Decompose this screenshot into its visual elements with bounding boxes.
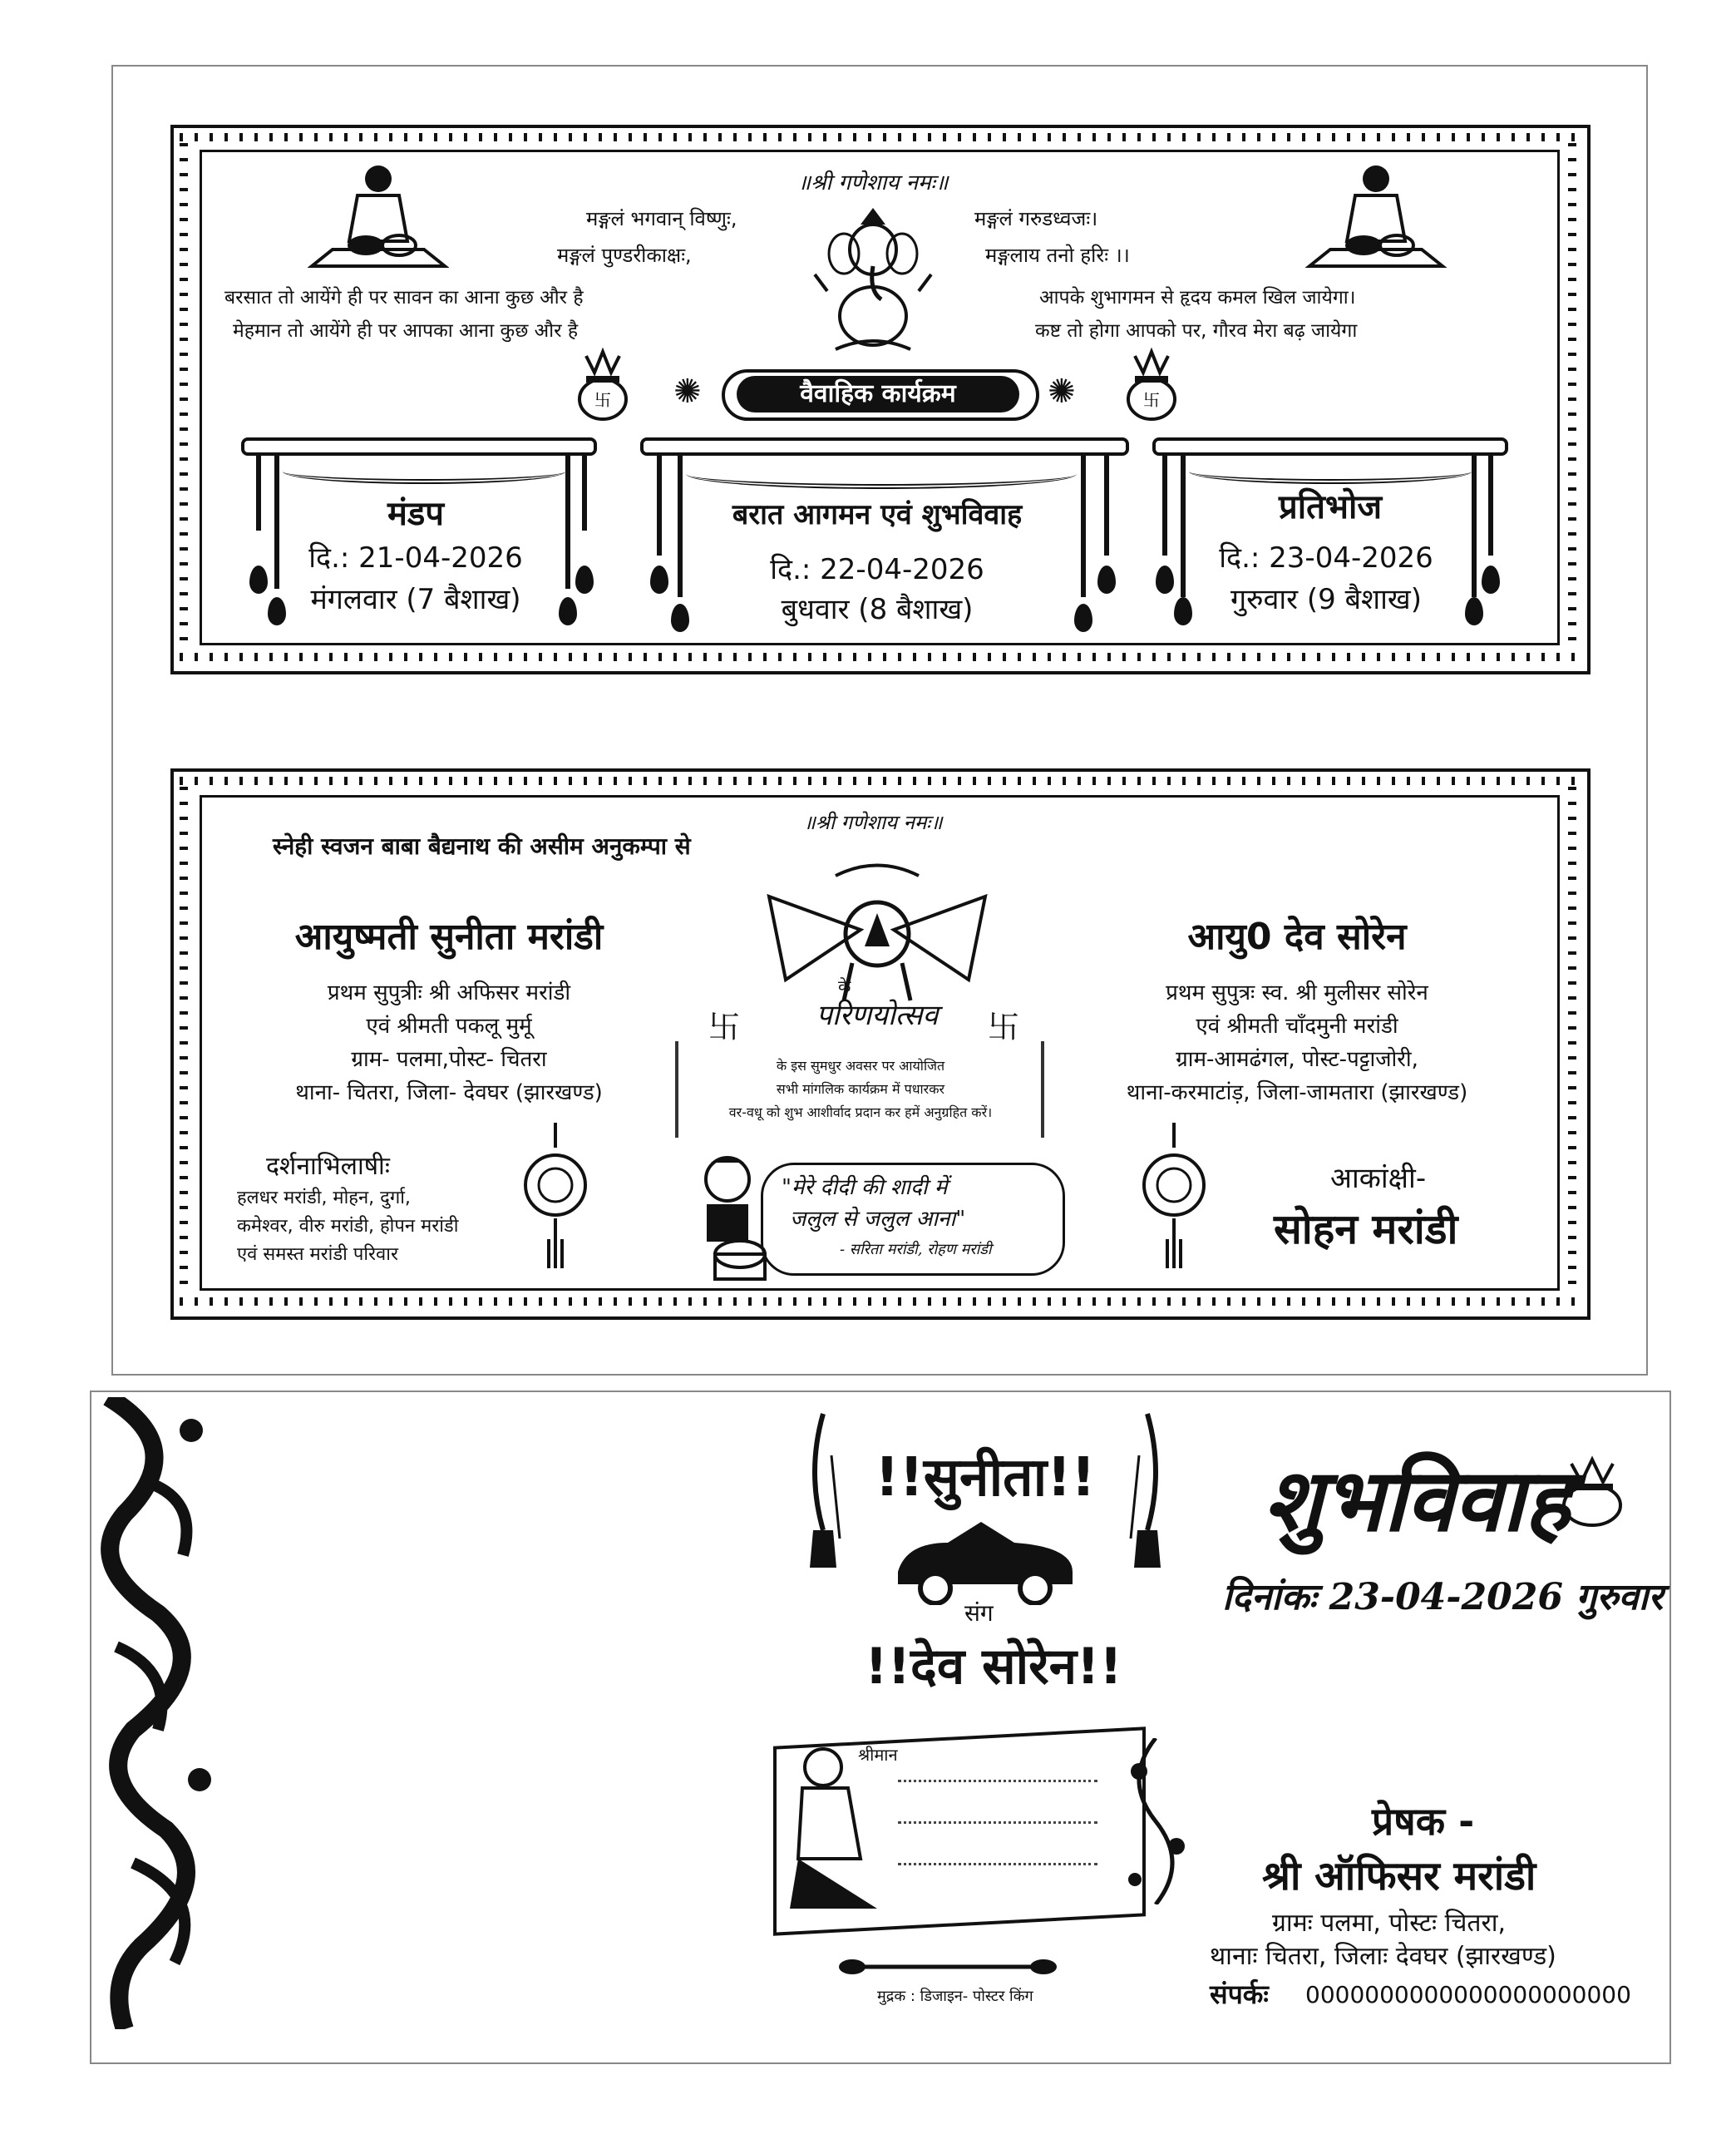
border-pattern — [1568, 143, 1576, 650]
contact-number: 0000000000000000000000 — [1305, 1981, 1631, 2008]
table-leg — [1181, 456, 1186, 597]
hanging-ornament-icon — [522, 1123, 589, 1272]
mantra-line: मङ्गलं गरुडध्वजः। — [974, 207, 1098, 230]
event-day: बुधवार (8 बैशाख) — [781, 593, 974, 626]
printer-credit: मुद्रक : डिजाइन- पोस्टर किंग — [877, 1988, 1033, 2005]
table-leg — [274, 456, 279, 589]
address-line — [898, 1863, 1097, 1865]
center-title: परिणयोत्सव — [816, 999, 939, 1032]
center-text: के इस सुमधुर अवसर पर आयोजित — [776, 1058, 945, 1074]
arrow-divider-icon — [836, 1954, 1060, 1979]
bride-detail: ग्राम- पलमा,पोस्ट- चितरा — [351, 1047, 547, 1072]
floral-border-icon — [91, 1397, 224, 2029]
tassel-drop — [1074, 604, 1092, 632]
bride-detail: एवं श्रीमती पकलू मुर्मू — [366, 1014, 532, 1039]
tassel-drop — [1097, 566, 1116, 594]
musician-icon — [308, 158, 449, 274]
kalash-icon — [1555, 1455, 1630, 1530]
shloka: ॥श्री गणेशाय नमः॥ — [797, 170, 949, 195]
swastika-icon: 卐 — [708, 1009, 741, 1045]
shubh-vivah-title: शुभविवाह — [1264, 1449, 1571, 1551]
poem-line: आपके शुभागमन से हृदय कमल खिल जायेगा। — [1039, 287, 1356, 309]
shloka: ॥श्री गणेशाय नमः॥ — [803, 811, 943, 834]
darshan-label: दर्शनाभिलाषीः — [266, 1152, 390, 1181]
mantra-line: मङ्गलं पुण्डरीकाक्षः, — [557, 244, 692, 267]
floral-vine-icon — [1114, 1738, 1197, 1904]
darshan-line: कमेश्वर, वीरु मरांडी, होपन मरांडी — [237, 1216, 459, 1237]
table-leg — [565, 456, 570, 589]
svg-text:卐: 卐 — [1143, 390, 1160, 410]
program-title: वैवाहिक कार्यक्रम — [737, 376, 1019, 412]
akanshi-name: सोहन मरांडी — [1274, 1205, 1458, 1253]
groom-detail: प्रथम सुपुत्रः स्व. श्री मुलीसर सोरेन — [1166, 981, 1428, 1005]
kalash-icon — [1122, 348, 1181, 422]
bride-name: आयुष्मती सुनीता मरांडी — [294, 916, 604, 958]
event-table — [241, 437, 597, 456]
hanging-ornament-icon — [1141, 1123, 1207, 1272]
border-pattern — [180, 1297, 1576, 1306]
tassel-drop — [1465, 597, 1483, 625]
tassel-drop — [1156, 566, 1174, 594]
border-pattern — [180, 143, 188, 650]
flower-icon: ✺ — [673, 373, 702, 411]
drape-ornament — [283, 459, 565, 484]
intro-line: स्नेही स्वजन बाबा बैद्यनाथ की असीम अनुकम्पा से — [273, 832, 691, 860]
event-table — [640, 437, 1129, 456]
tassel-drop — [268, 597, 286, 625]
center-text: सभी मांगलिक कार्यक्रम में पधारकर — [776, 1081, 945, 1097]
kalash-icon — [574, 348, 632, 422]
table-leg — [1104, 456, 1109, 556]
woman-figure-icon — [786, 1742, 885, 1917]
darshan-line: हलधर मरांडी, मोहन, दुर्गा, — [237, 1188, 411, 1208]
table-leg — [256, 456, 261, 531]
groom-detail: एवं श्रीमती चाँदमुनी मरांडी — [1196, 1014, 1398, 1039]
poem-line: कष्ट तो होगा आपको पर, गौरव मेरा बढ़ जायेगा — [1035, 320, 1358, 342]
drape-ornament — [1189, 459, 1472, 484]
groom-detail: ग्राम-आमढंगल, पोस्ट-पट्टाजोरी, — [1176, 1047, 1418, 1072]
flower-icon: ✺ — [1048, 373, 1076, 411]
border-pattern — [1568, 787, 1576, 1296]
shriman-label: श्रीमान — [858, 1745, 898, 1765]
tassel-drop — [1174, 597, 1192, 625]
wedding-date: दिनांकः 23-04-2026 गुरुवार — [1222, 1576, 1664, 1618]
tassel-drop — [575, 566, 594, 594]
address-line — [898, 1780, 1097, 1782]
event-name: मंडप — [387, 495, 445, 533]
event-name: प्रतिभोज — [1278, 488, 1383, 526]
sender-name: श्री ऑफिसर मरांडी — [1262, 1853, 1536, 1899]
bubble-sign: - सरिता मरांडी, रोहण मरांडी — [840, 1241, 992, 1258]
border-pattern — [180, 653, 1576, 661]
bride-detail: थाना- चितरा, जिला- देवघर (झारखण्ड) — [295, 1080, 603, 1105]
table-leg — [1081, 456, 1086, 597]
center-text: वर-वधू को शुभ आशीर्वाद प्रदान कर हमें अनुग्रहित करें। — [728, 1104, 993, 1120]
tassel-drop — [559, 597, 577, 625]
event-date: दि.: 22-04-2026 — [770, 553, 984, 586]
event-date: दि.: 21-04-2026 — [308, 541, 523, 575]
musician-icon — [1305, 158, 1447, 274]
akanshi-label: आकांक्षी- — [1330, 1162, 1427, 1195]
car-icon — [890, 1514, 1081, 1605]
wedding-knot-icon — [752, 855, 1002, 1005]
tassel-drop — [671, 604, 689, 632]
tassel-drop — [650, 566, 668, 594]
mantra-line: मङ्गलं भगवान् विष्णुः, — [586, 207, 737, 230]
event-table — [1152, 437, 1508, 456]
groom-title: !!देव सोरेन!! — [865, 1638, 1122, 1696]
ganesh-icon — [811, 208, 935, 358]
drape-ornament — [686, 459, 1077, 489]
tassel-drop — [249, 566, 268, 594]
groom-detail: थाना-करमाटांड़, जिला-जामतारा (झारखण्ड) — [1126, 1080, 1468, 1105]
table-leg — [582, 456, 587, 531]
border-pattern — [180, 787, 188, 1296]
bride-title: !!सुनीता!! — [875, 1447, 1096, 1509]
groom-name: आयु0 देव सोरेन — [1187, 916, 1407, 958]
mantra-line: मङ्गलाय तनो हरिः ।। — [985, 244, 1130, 267]
border-pattern — [180, 133, 1576, 141]
table-leg — [1488, 456, 1493, 556]
sender-address: थानाः चितरा, जिलाः देवघर (झारखण्ड) — [1210, 1942, 1556, 1971]
swastika-icon: 卐 — [988, 1009, 1020, 1045]
table-leg — [1472, 456, 1477, 597]
divider — [675, 1041, 678, 1138]
poem-line: मेहमान तो आयेंगे ही पर आपका आना कुछ और है — [233, 320, 579, 342]
darshan-line: एवं समस्त मरांडी परिवार — [237, 1244, 398, 1265]
event-date: दि.: 23-04-2026 — [1219, 541, 1433, 575]
sang-label: संग — [964, 1599, 994, 1627]
address-line — [898, 1821, 1097, 1824]
bubble-line: जलुल से जलुल आना" — [790, 1207, 966, 1232]
table-leg — [657, 456, 662, 556]
poem-line: बरसात तो आयेंगे ही पर सावन का आना कुछ और है — [224, 287, 584, 309]
divider — [1041, 1041, 1044, 1138]
sender-address: ग्रामः पलमा, पोस्टः चितरा, — [1272, 1909, 1507, 1938]
bride-detail: प्रथम सुपुत्रीः श्री अफिसर मरांडी — [327, 981, 571, 1005]
event-name: बरात आगमन एवं शुभविवाह — [732, 498, 1023, 531]
event-day: मंगलवार (7 बैशाख) — [310, 583, 521, 616]
tassel-drop — [1482, 566, 1500, 594]
bubble-line: "मेरे दीदी की शादी में — [782, 1175, 948, 1200]
table-leg — [1162, 456, 1167, 556]
contact-label: संपर्कः — [1210, 1978, 1269, 2010]
sender-label: प्रेषक - — [1372, 1799, 1475, 1844]
border-pattern — [180, 777, 1576, 785]
event-day: गुरुवार (9 बैशाख) — [1230, 583, 1423, 616]
svg-text:卐: 卐 — [594, 390, 611, 410]
center-ke: के — [838, 976, 851, 996]
